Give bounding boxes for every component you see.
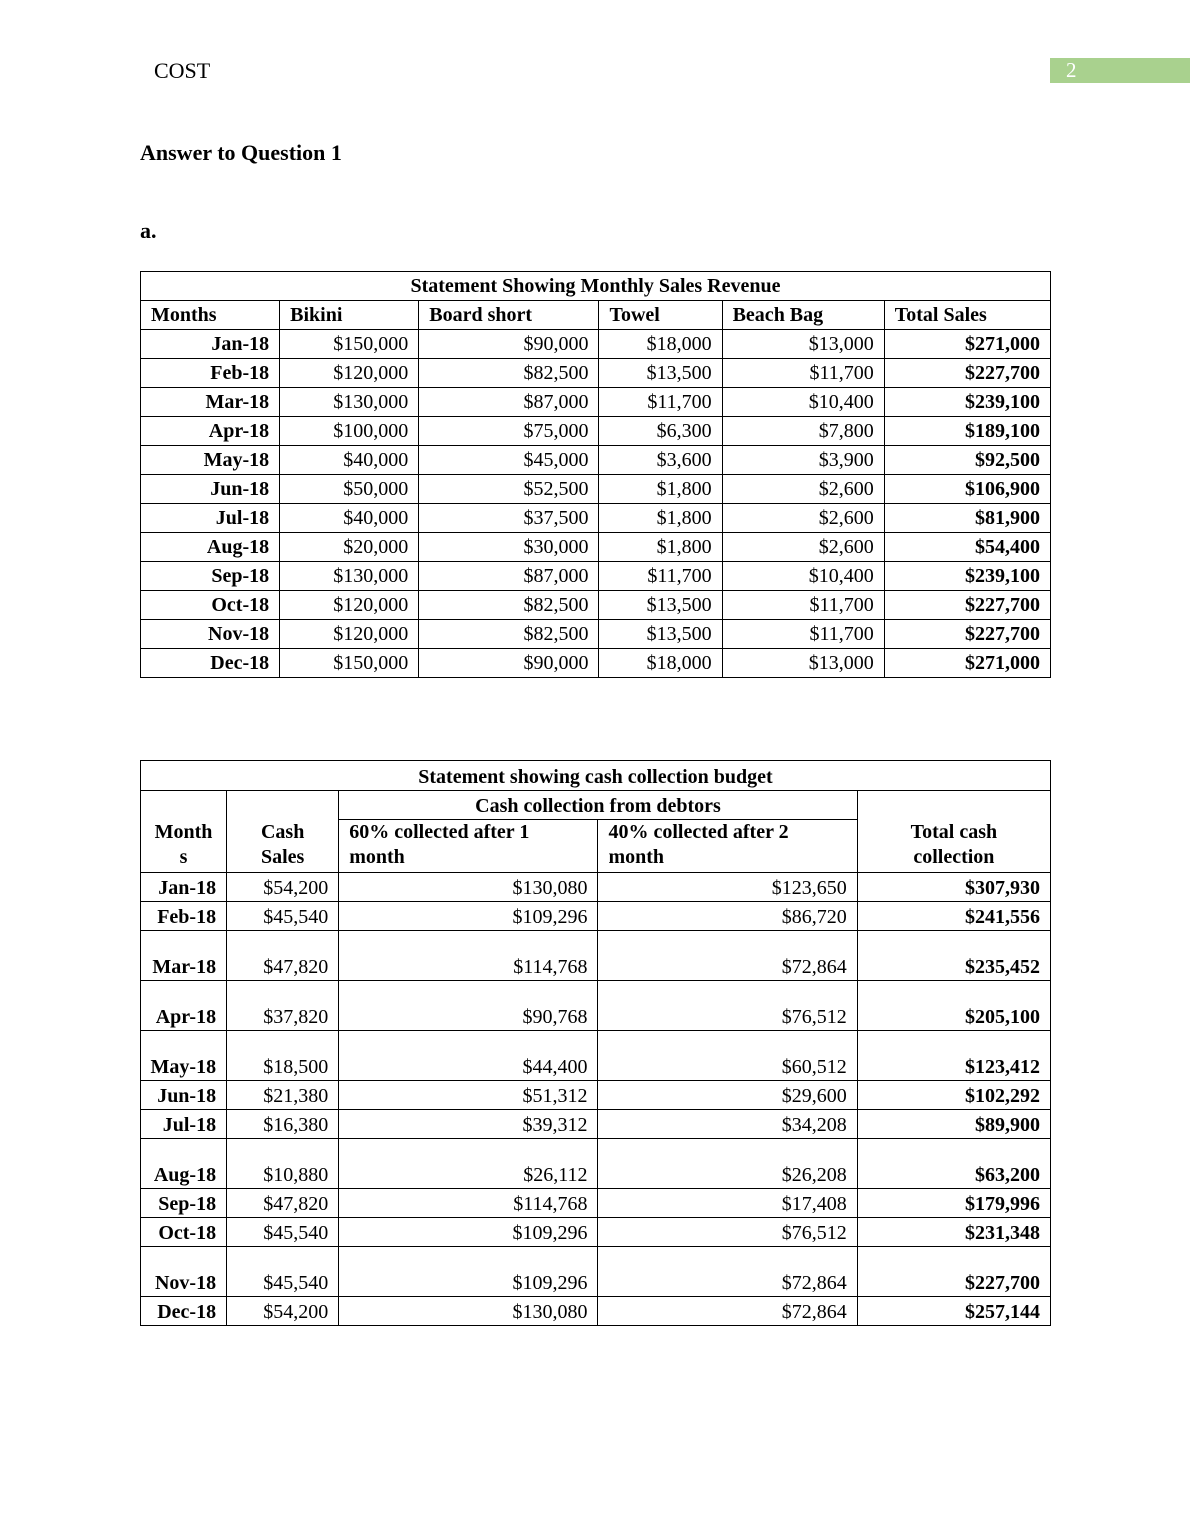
col-header-60-pct: 60% collected after 1 month xyxy=(339,820,598,873)
cash-sales-cell: $54,200 xyxy=(227,1297,339,1326)
value-cell: $37,500 xyxy=(419,504,599,533)
table-row xyxy=(141,981,1051,1031)
total-cell: $227,700 xyxy=(857,1247,1050,1297)
total-cell: $81,900 xyxy=(884,504,1050,533)
month-cell: Nov-18 xyxy=(141,620,280,649)
collected-40-cell: $72,864 xyxy=(598,1297,857,1326)
col-header-40-pct: 40% collected after 2 month xyxy=(598,820,857,873)
cash-collection-table xyxy=(140,760,1051,1326)
value-cell: $130,000 xyxy=(280,562,419,591)
cash-sales-cell: $45,540 xyxy=(227,1218,339,1247)
value-cell: $3,600 xyxy=(599,446,722,475)
col-header: Towel xyxy=(599,301,722,330)
value-cell: $10,400 xyxy=(722,562,884,591)
collected-60-cell: $114,768 xyxy=(339,1189,598,1218)
sales-table-title: Statement Showing Monthly Sales Revenue xyxy=(141,272,1051,301)
month-cell: Sep-18 xyxy=(141,562,280,591)
col-header: Bikini xyxy=(280,301,419,330)
total-cell: $307,930 xyxy=(857,873,1050,902)
value-cell: $130,000 xyxy=(280,388,419,417)
table-row xyxy=(141,620,1051,649)
table-row xyxy=(141,1218,1051,1247)
value-cell: $2,600 xyxy=(722,533,884,562)
value-cell: $13,500 xyxy=(599,591,722,620)
value-cell: $82,500 xyxy=(419,359,599,388)
value-cell: $75,000 xyxy=(419,417,599,446)
value-cell: $150,000 xyxy=(280,649,419,678)
collected-40-cell: $123,650 xyxy=(598,873,857,902)
col-header: Total Sales xyxy=(884,301,1050,330)
month-cell: Apr-18 xyxy=(141,417,280,446)
value-cell: $100,000 xyxy=(280,417,419,446)
collected-40-cell: $29,600 xyxy=(598,1081,857,1110)
total-cell: $179,996 xyxy=(857,1189,1050,1218)
table-row xyxy=(141,417,1051,446)
total-cell: $205,100 xyxy=(857,981,1050,1031)
month-cell: Aug-18 xyxy=(141,533,280,562)
table-row xyxy=(141,1247,1051,1297)
cash-sales-cell: $47,820 xyxy=(227,931,339,981)
total-cell: $235,452 xyxy=(857,931,1050,981)
total-cell: $189,100 xyxy=(884,417,1050,446)
month-cell: Jul-18 xyxy=(141,1110,227,1139)
table-row xyxy=(141,533,1051,562)
sales-revenue-table xyxy=(140,271,1051,678)
month-cell: Apr-18 xyxy=(141,981,227,1031)
total-cell: $231,348 xyxy=(857,1218,1050,1247)
value-cell: $87,000 xyxy=(419,388,599,417)
month-cell: Jun-18 xyxy=(141,1081,227,1110)
value-cell: $120,000 xyxy=(280,359,419,388)
value-cell: $90,000 xyxy=(419,649,599,678)
table-row xyxy=(141,931,1051,981)
value-cell: $82,500 xyxy=(419,591,599,620)
value-cell: $11,700 xyxy=(599,388,722,417)
collected-40-cell: $17,408 xyxy=(598,1189,857,1218)
value-cell: $30,000 xyxy=(419,533,599,562)
col-header-total: Total cash collection xyxy=(857,791,1050,873)
total-cell: $239,100 xyxy=(884,562,1050,591)
total-cell: $241,556 xyxy=(857,902,1050,931)
table-row xyxy=(141,359,1051,388)
value-cell: $11,700 xyxy=(722,620,884,649)
table-row xyxy=(141,388,1051,417)
value-cell: $90,000 xyxy=(419,330,599,359)
total-cell: $123,412 xyxy=(857,1031,1050,1081)
total-cell: $89,900 xyxy=(857,1110,1050,1139)
value-cell: $20,000 xyxy=(280,533,419,562)
value-cell: $1,800 xyxy=(599,475,722,504)
total-cell: $239,100 xyxy=(884,388,1050,417)
value-cell: $11,700 xyxy=(599,562,722,591)
month-cell: Oct-18 xyxy=(141,1218,227,1247)
month-cell: May-18 xyxy=(141,446,280,475)
month-cell: Feb-18 xyxy=(141,902,227,931)
month-cell: Aug-18 xyxy=(141,1139,227,1189)
total-cell: $106,900 xyxy=(884,475,1050,504)
total-cell: $54,400 xyxy=(884,533,1050,562)
cash-sales-cell: $45,540 xyxy=(227,1247,339,1297)
value-cell: $2,600 xyxy=(722,504,884,533)
collected-60-cell: $51,312 xyxy=(339,1081,598,1110)
table-row xyxy=(141,1110,1051,1139)
value-cell: $52,500 xyxy=(419,475,599,504)
month-cell: Jan-18 xyxy=(141,330,280,359)
total-cell: $102,292 xyxy=(857,1081,1050,1110)
value-cell: $18,000 xyxy=(599,330,722,359)
total-cell: $271,000 xyxy=(884,330,1050,359)
value-cell: $11,700 xyxy=(722,359,884,388)
value-cell: $6,300 xyxy=(599,417,722,446)
collected-40-cell: $34,208 xyxy=(598,1110,857,1139)
value-cell: $11,700 xyxy=(722,591,884,620)
total-cell: $227,700 xyxy=(884,620,1050,649)
value-cell: $13,500 xyxy=(599,620,722,649)
value-cell: $2,600 xyxy=(722,475,884,504)
collected-40-cell: $72,864 xyxy=(598,931,857,981)
table-row xyxy=(141,649,1051,678)
collected-60-cell: $130,080 xyxy=(339,873,598,902)
collected-40-cell: $86,720 xyxy=(598,902,857,931)
month-cell: Dec-18 xyxy=(141,649,280,678)
table-row xyxy=(141,1297,1051,1326)
part-label: a. xyxy=(140,218,157,243)
table-row xyxy=(141,902,1051,931)
value-cell: $7,800 xyxy=(722,417,884,446)
section-heading: Answer to Question 1 xyxy=(140,140,342,165)
value-cell: $1,800 xyxy=(599,504,722,533)
table-row xyxy=(141,1031,1051,1081)
running-header: COST xyxy=(154,58,211,83)
col-header-cash-sales: Cash Sales xyxy=(227,791,339,873)
collected-60-cell: $114,768 xyxy=(339,931,598,981)
month-cell: Jan-18 xyxy=(141,873,227,902)
cash-table-title: Statement showing cash collection budget xyxy=(141,761,1051,791)
total-cell: $227,700 xyxy=(884,359,1050,388)
table-row xyxy=(141,1189,1051,1218)
table-row xyxy=(141,330,1051,359)
collected-60-cell: $26,112 xyxy=(339,1139,598,1189)
collected-40-cell: $76,512 xyxy=(598,1218,857,1247)
table-row xyxy=(141,1139,1051,1189)
value-cell: $13,000 xyxy=(722,649,884,678)
value-cell: $3,900 xyxy=(722,446,884,475)
cash-sales-cell: $16,380 xyxy=(227,1110,339,1139)
month-cell: Mar-18 xyxy=(141,931,227,981)
page-number: 2 xyxy=(1050,58,1190,83)
value-cell: $13,000 xyxy=(722,330,884,359)
cash-sales-cell: $54,200 xyxy=(227,873,339,902)
cash-sales-cell: $21,380 xyxy=(227,1081,339,1110)
collected-60-cell: $90,768 xyxy=(339,981,598,1031)
value-cell: $120,000 xyxy=(280,591,419,620)
collected-40-cell: $26,208 xyxy=(598,1139,857,1189)
value-cell: $150,000 xyxy=(280,330,419,359)
month-cell: Mar-18 xyxy=(141,388,280,417)
col-header: Months xyxy=(141,301,280,330)
table-row xyxy=(141,475,1051,504)
month-cell: Sep-18 xyxy=(141,1189,227,1218)
value-cell: $40,000 xyxy=(280,446,419,475)
cash-sales-cell: $45,540 xyxy=(227,902,339,931)
cash-sales-cell: $37,820 xyxy=(227,981,339,1031)
col-header: Board short xyxy=(419,301,599,330)
month-cell: Oct-18 xyxy=(141,591,280,620)
month-cell: Feb-18 xyxy=(141,359,280,388)
collected-60-cell: $39,312 xyxy=(339,1110,598,1139)
month-cell: Nov-18 xyxy=(141,1247,227,1297)
value-cell: $87,000 xyxy=(419,562,599,591)
total-cell: $271,000 xyxy=(884,649,1050,678)
table-row xyxy=(141,562,1051,591)
total-cell: $227,700 xyxy=(884,591,1050,620)
value-cell: $40,000 xyxy=(280,504,419,533)
month-cell: Jun-18 xyxy=(141,475,280,504)
collected-40-cell: $76,512 xyxy=(598,981,857,1031)
col-header: Beach Bag xyxy=(722,301,884,330)
group-header-debtors: Cash collection from debtors xyxy=(339,791,858,820)
table-row xyxy=(141,873,1051,902)
value-cell: $10,400 xyxy=(722,388,884,417)
collected-60-cell: $109,296 xyxy=(339,1218,598,1247)
value-cell: $18,000 xyxy=(599,649,722,678)
value-cell: $1,800 xyxy=(599,533,722,562)
collected-60-cell: $44,400 xyxy=(339,1031,598,1081)
cash-sales-cell: $10,880 xyxy=(227,1139,339,1189)
month-cell: Dec-18 xyxy=(141,1297,227,1326)
collected-60-cell: $109,296 xyxy=(339,902,598,931)
collected-40-cell: $60,512 xyxy=(598,1031,857,1081)
month-cell: May-18 xyxy=(141,1031,227,1081)
cash-sales-cell: $47,820 xyxy=(227,1189,339,1218)
table-row xyxy=(141,591,1051,620)
table-row xyxy=(141,1081,1051,1110)
total-cell: $92,500 xyxy=(884,446,1050,475)
table-row xyxy=(141,504,1051,533)
value-cell: $13,500 xyxy=(599,359,722,388)
collected-40-cell: $72,864 xyxy=(598,1247,857,1297)
total-cell: $257,144 xyxy=(857,1297,1050,1326)
value-cell: $82,500 xyxy=(419,620,599,649)
total-cell: $63,200 xyxy=(857,1139,1050,1189)
cash-sales-cell: $18,500 xyxy=(227,1031,339,1081)
month-cell: Jul-18 xyxy=(141,504,280,533)
value-cell: $45,000 xyxy=(419,446,599,475)
col-header-months: Month s xyxy=(141,791,227,873)
value-cell: $50,000 xyxy=(280,475,419,504)
collected-60-cell: $130,080 xyxy=(339,1297,598,1326)
collected-60-cell: $109,296 xyxy=(339,1247,598,1297)
value-cell: $120,000 xyxy=(280,620,419,649)
table-row xyxy=(141,446,1051,475)
